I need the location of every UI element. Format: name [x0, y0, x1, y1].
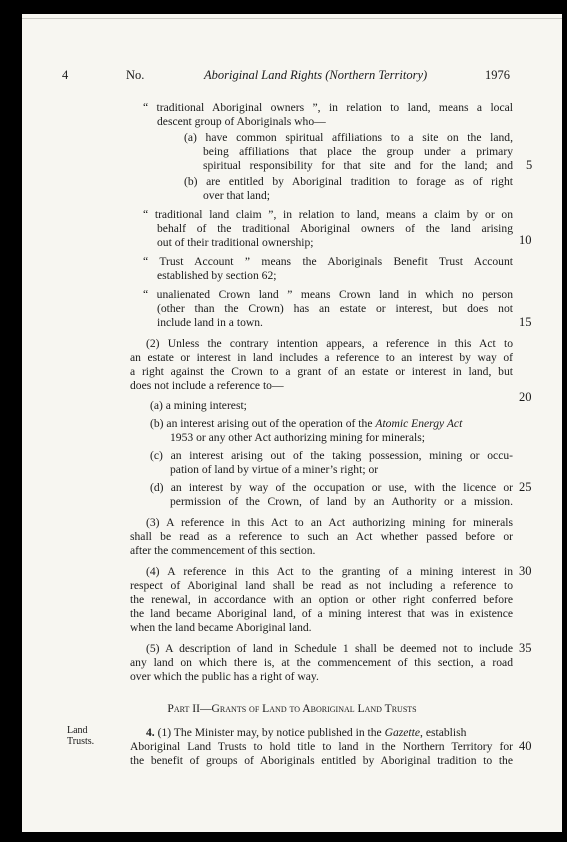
text-line: (b) are entitled by Aboriginal tradition to forage as of right [184, 175, 513, 188]
act-year: 1976 [485, 68, 510, 82]
document-page [22, 14, 562, 832]
text-line: “ traditional land claim ”, in relation to land, means a claim by or on [143, 208, 513, 221]
text-line: the land became Aboriginal land, of a mining interest that was in existence [130, 607, 513, 620]
text-line: behalf of the traditional Aboriginal owners of the land arising [157, 222, 513, 235]
text-line: established by section 62; [157, 269, 277, 282]
text-line: (a) a mining interest; [150, 399, 247, 412]
text-line: Aboriginal Land Trusts to hold title to land in the Northern Territory for [130, 740, 513, 753]
line-number: 30 [519, 564, 532, 578]
text-line: (4) A reference in this Act to the granting of a mining interest in [146, 565, 513, 578]
text-line: spiritual responsibility for that site and for the land; and [203, 159, 513, 172]
text-line: an estate or interest in land includes a reference to an interest by way of [130, 351, 513, 364]
text-line: a right against the Crown to a grant of an estate or interest in land, but [130, 365, 513, 378]
text-line: permission of the Crown, of land by an Authority or a mission. [170, 495, 513, 508]
text-line: (3) A reference in this Act to an Act authorizing mining for minerals [146, 516, 513, 529]
gazette-title: Gazette [384, 726, 421, 739]
act-name: Atomic Energy Act [375, 417, 463, 430]
text-run: (1) The Minister may, by notice published in the [154, 726, 385, 739]
text-line: (5) A description of land in Schedule 1 shall be deemed not to include [146, 642, 513, 655]
act-number-label: No. [126, 68, 145, 82]
text-run: (b) an interest arising out of the operation of the [150, 417, 376, 430]
line-number: 10 [519, 233, 532, 247]
marginal-note-line: Land [67, 725, 88, 736]
line-number: 5 [526, 158, 533, 172]
section-number: 4. [146, 726, 155, 739]
text-run: , establish [420, 726, 467, 739]
page-number: 4 [62, 68, 69, 82]
text-line: after the commencement of this section. [130, 544, 316, 557]
text-line [150, 417, 462, 431]
marginal-note-line: Trusts. [67, 736, 95, 747]
text-line: any land on which there is, at the commencement of this section, a road [130, 656, 513, 669]
part-heading: Part II—Grants of Land to Aboriginal Land Trusts [167, 702, 417, 715]
text-line: being affiliations that place the group under a primary [203, 145, 513, 158]
text-line: the renewal, in accordance with an option or other right conferred before [130, 593, 513, 606]
text-line: pation of land by virtue of a miner’s right; or [170, 463, 379, 476]
text-line: (2) Unless the contrary intention appears, a reference in this Act to [146, 337, 513, 350]
text-line: (a) have common spiritual affiliations to a site on the land, [184, 131, 513, 144]
text-line: over which the public has a right of way. [130, 670, 319, 683]
line-number: 20 [519, 390, 532, 404]
text-line: (d) an interest by way of the occupation or use, with the licence or [150, 481, 513, 494]
text-line [146, 726, 466, 740]
text-line: out of their traditional ownership; [157, 236, 314, 249]
text-line: when the land became Aboriginal land. [130, 621, 312, 634]
text-line: 1953 or any other Act authorizing mining for minerals; [170, 431, 426, 444]
line-number: 35 [519, 641, 532, 655]
text-line: shall be read as a reference to such an Act whether passed before or [130, 530, 513, 543]
text-line: the benefit of groups of Aboriginals entitled by Aboriginal tradition to the [130, 754, 513, 767]
text-line: does not include a reference to— [130, 379, 284, 392]
top-rule [22, 18, 562, 19]
running-title: Aboriginal Land Rights (Northern Territory) [204, 68, 428, 82]
text-line: “ traditional Aboriginal owners ”, in relation to land, means a local [143, 101, 513, 114]
text-line: respect of Aboriginal land shall be read as not including a reference to [130, 579, 513, 592]
line-number: 40 [519, 739, 532, 753]
line-number: 15 [519, 315, 532, 329]
text-line: (other than the Crown) has an estate or interest, but does not [157, 302, 513, 315]
text-line: “ Trust Account ” means the Aboriginals Benefit Trust Account [143, 255, 513, 268]
line-number: 25 [519, 480, 532, 494]
text-line: “ unalienated Crown land ” means Crown land in which no person [143, 288, 513, 301]
text-line: include land in a town. [157, 316, 263, 329]
text-line: descent group of Aboriginals who— [157, 115, 326, 128]
text-line: over that land; [203, 189, 270, 202]
text-line: (c) an interest arising out of the taking possession, mining or occu- [150, 449, 513, 462]
